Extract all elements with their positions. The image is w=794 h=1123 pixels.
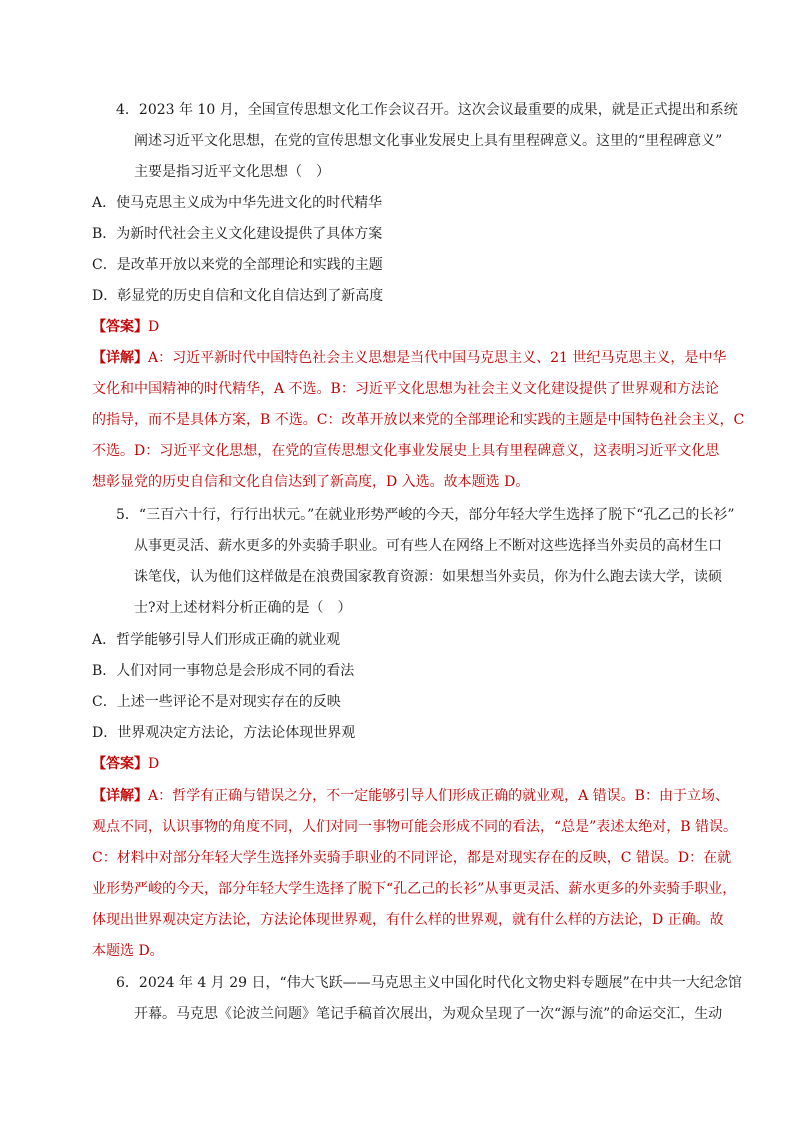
answer-value: D xyxy=(148,756,160,772)
detail-tag: 【详解】 xyxy=(92,350,148,366)
question-6-stem-line-2: 开幕。马克思《论波兰问题》笔记手稿首次展出，为观众呈现了一次“源与流”的命运交汇，生动 xyxy=(134,1006,723,1022)
question-4-answer xyxy=(92,317,159,337)
question-4-detail-line-4: 不选。D：习近平文化思想，在党的宣传思想文化事业发展史上具有里程碑意义，这表明习近平文化思 xyxy=(92,443,720,459)
question-5-stem-line-1: 5．“三百六十行，行行出状元。”在就业形势严峻的今天，部分年轻大学生选择了脱下“孔乙己的长衫” xyxy=(116,507,735,523)
answer-tag: 【答案】 xyxy=(92,756,148,772)
question-5-option-a: A．哲学能够引导人们形成正确的就业观 xyxy=(92,632,341,648)
question-4-stem-line-2: 阐述习近平文化思想，在党的宣传思想文化事业发展史上具有里程碑意义。这里的“里程碑意义” xyxy=(134,133,723,149)
question-4-detail-line-3: 的指导，而不是具体方案，B 不选。C：改革开放以来党的全部理论和实践的主题是中国特色社会主义，C xyxy=(92,412,745,428)
question-5-detail-line-6: 本题选 D。 xyxy=(92,943,164,959)
answer-tag: 【答案】 xyxy=(92,319,148,335)
question-4-option-a: A．使马克思主义成为中华先进文化的时代精华 xyxy=(92,195,383,211)
question-4-detail-line-1 xyxy=(92,348,726,368)
question-5-detail-line-1 xyxy=(92,786,729,806)
answer-value: D xyxy=(148,319,160,335)
question-5-detail-line-4: 业形势严峻的今天，部分年轻大学生选择了脱下“孔乙己的长衫”从事更灵活、薪水更多的外卖骑手职业， xyxy=(92,881,737,897)
question-5-option-c: C．上述一些评论不是对现实存在的反映 xyxy=(92,694,341,710)
question-5-stem-line-3: 诛笔伐，认为他们这样做是在浪费国家教育资源：如果想当外卖员，你为什么跑去读大学，读硕 xyxy=(134,569,722,585)
question-5-stem-line-4: 士?对上述材料分析正确的是（ ） xyxy=(134,600,352,616)
question-4-detail-line-5: 想彰显党的历史自信和文化自信达到了新高度，D 入选。故本题选 D。 xyxy=(92,474,530,490)
detail-tag: 【详解】 xyxy=(92,788,148,804)
question-4-option-b: B．为新时代社会主义文化建设提供了具体方案 xyxy=(92,226,383,242)
question-4-detail-line-2: 文化和中国精神的时代精华，A 不选。B：习近平文化思想为社会主义文化建设提供了世界观和方法论 xyxy=(92,381,719,397)
question-5-stem-line-2: 从事更灵活、薪水更多的外卖骑手职业。可有些人在网络上不断对这些选择当外卖员的高材生口 xyxy=(134,538,722,554)
question-6-stem-line-1: 6．2024 年 4 月 29 日，“伟大飞跃——马克思主义中国化时代化文物史料专题展”在中共一大纪念馆 xyxy=(116,975,742,991)
question-5-option-b: B．人们对同一事物总是会形成不同的看法 xyxy=(92,663,355,679)
question-4-option-c: C．是改革开放以来党的全部理论和实践的主题 xyxy=(92,257,383,273)
detail-text: A：习近平新时代中国特色社会主义思想是当代中国马克思主义、21 世纪马克思主义，是中华 xyxy=(148,350,727,366)
question-4-stem-line-1: 4．2023 年 10 月，全国宣传思想文化工作会议召开。这次会议最重要的成果，就是正式提出和系统 xyxy=(116,102,738,118)
question-4-stem-line-3: 主要是指习近平文化思想（ ） xyxy=(134,164,330,180)
question-4-option-d: D．彰显党的历史自信和文化自信达到了新高度 xyxy=(92,288,384,304)
question-5-option-d: D．世界观决定方法论，方法论体现世界观 xyxy=(92,725,356,741)
question-5-detail-line-3: C：材料中对部分年轻大学生选择外卖骑手职业的不同评论，都是对现实存在的反映，C 错误。D：在就 xyxy=(92,850,732,866)
question-5-detail-line-5: 体现出世界观决定方法论，方法论体现世界观，有什么样的世界观，就有什么样的方法论，D 正确。故 xyxy=(92,912,724,928)
question-5-answer xyxy=(92,754,159,774)
detail-text: A：哲学有正确与错误之分，不一定能够引导人们形成正确的就业观，A 错误。B：由于立场、 xyxy=(148,788,729,804)
question-5-detail-line-2: 观点不同，认识事物的角度不同，人们对同一事物可能会形成不同的看法，“总是”表述太绝对，B 错误。 xyxy=(92,819,738,835)
